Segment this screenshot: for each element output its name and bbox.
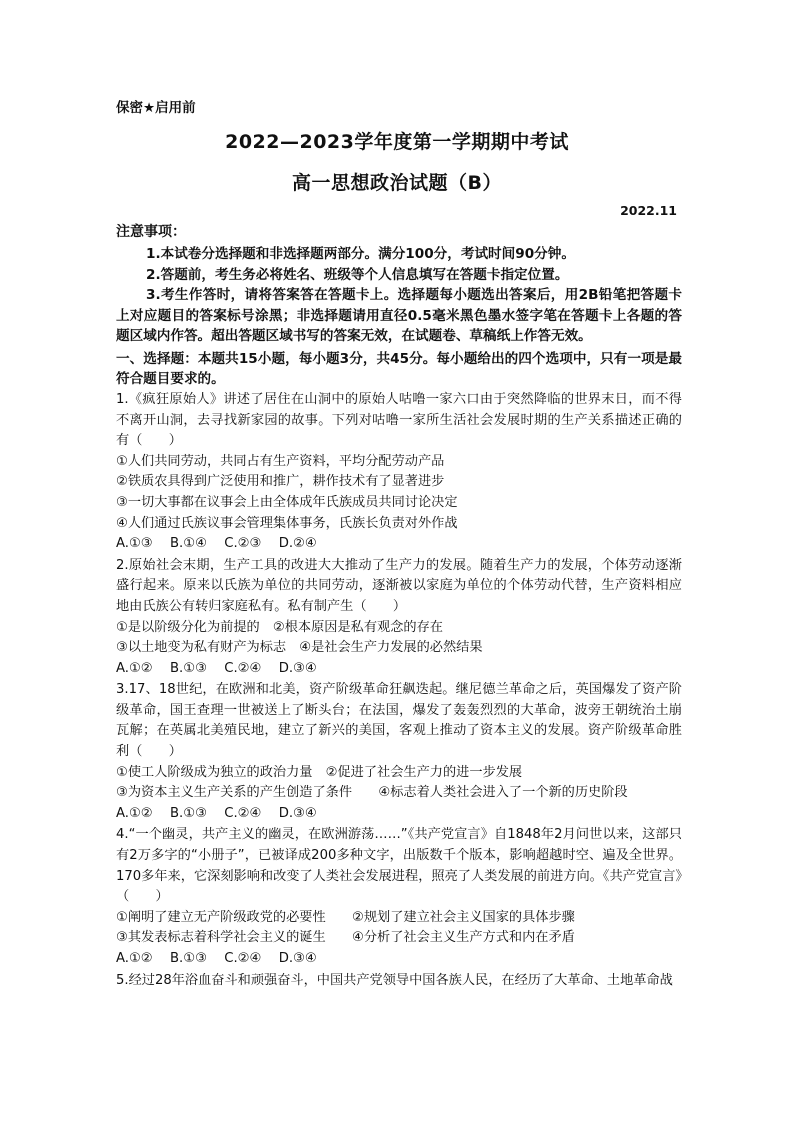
notice-title: 注意事项： <box>116 224 186 240</box>
question-option: ③一切大事都在议事会上由全体成年氏族成员共同讨论决定 <box>116 494 458 510</box>
question-option: ③以土地变为私有财产为标志 ④是社会生产力发展的必然结果 <box>116 640 483 656</box>
answer-choices: A.①② B.①③ C.②④ D.③④ <box>116 805 317 821</box>
notice-item: 1.本试卷分选择题和非选择题两部分。满分100分，考试时间90分钟。 <box>146 246 575 262</box>
question-1 <box>116 390 682 555</box>
answer-choices: A.①② B.①③ C.②④ D.③④ <box>116 951 317 966</box>
question-option: ③为资本主义生产关系的产生创造了条件 ④标志着人类社会进入了一个新的历史阶段 <box>116 785 628 801</box>
question-option: ②铁质农具得到广泛使用和推广，耕作技术有了显著进步 <box>116 474 445 490</box>
exam-title: 2022—2023学年度第一学期期中考试 <box>225 131 569 153</box>
question-5 <box>116 971 682 992</box>
question-4 <box>116 825 682 969</box>
confidential-label: 保密★启用前 <box>116 100 196 116</box>
question-3 <box>116 680 682 824</box>
question-stem: 5.经过28年浴血奋斗和顽强奋斗，中国共产党领导中国各族人民，在经历了大革命、土地革命战 <box>116 972 673 988</box>
question-2 <box>116 556 682 680</box>
question-option: ③其发表标志着科学社会主义的诞生 ④分析了社会主义生产方式和内在矛盾 <box>116 930 575 946</box>
exam-content <box>116 220 682 991</box>
section-heading: 一、选择题：本题共15小题，每小题3分，共45分。每小题给出的四个选项中，只有一项是最符合题目要求的。 <box>116 350 682 387</box>
answer-choices: A.①③ B.①④ C.②③ D.②④ <box>116 536 317 552</box>
question-option: ①是以阶级分化为前提的 ②根本原因是私有观念的存在 <box>116 619 443 635</box>
question-option: ①人们共同劳动，共同占有生产资料，平均分配劳动产品 <box>116 453 445 469</box>
question-option: ①使工人阶级成为独立的政治力量 ②促进了社会生产力的进一步发展 <box>116 764 523 780</box>
notice-item: 2.答题前，考生务必将姓名、班级等个人信息填写在答题卡指定位置。 <box>146 266 569 283</box>
question-stem: 3.17、18世纪，在欧洲和北美，资产阶级革命狂飙迭起。继尼德兰革命之后，英国爆发了资产阶级革命，国王查理一世被送上了断头台；在法国，爆发了轰轰烈烈的大革命，波旁王朝统治土崩瓦解；在英属北美殖民地，建立了新兴的美国，客观上推动了资本主义的发展。资产阶级革命胜利（ ） <box>116 682 682 760</box>
question-option: ④人们通过氏族议事会管理集体事务，氏族长负责对外作战 <box>116 515 458 531</box>
question-option: ①阐明了建立无产阶级政党的必要性 ②规划了建立社会主义国家的具体步骤 <box>116 909 575 925</box>
question-stem: 1.《疯狂原始人》讲述了居住在山洞中的原始人咕噜一家六口由于突然降临的世界末日，而不得不离开山洞，去寻找新家园的故事。下列对咕噜一家所生活社会发展时期的生产关系描述正确的有（ ） <box>116 391 682 449</box>
answer-choices: A.①② B.①③ C.②④ D.③④ <box>116 660 317 676</box>
question-stem: 4.“一个幽灵，共产主义的幽灵，在欧洲游荡……”《共产党宣言》自1848年2月问世以来，这部只有2万多字的“小册子”，已被译成200多种文字，出版数千个版本，影响超越时空、遍及全世界。170多年来，它深刻影响和改变了人类社会发展进程，照亮了人类发展的前进方向。《共产党宣言》（ ） <box>116 827 682 905</box>
exam-date: 2022.11 <box>620 203 677 218</box>
notice-item: 3.考生作答时，请将答案答在答题卡上。选择题每小题选出答案后，用2B铅笔把答题卡上对应题目的答案标号涂黑；非选择题请用直径0.5毫米黑色墨水签字笔在答题卡上各题的答题区域内作答。超出答题区域书写的答案无效，在试题卷、草稿纸上作答无效。 <box>116 287 682 345</box>
exam-subtitle: 高一思想政治试题（B） <box>292 172 502 194</box>
question-stem: 2.原始社会末期，生产工具的改进大大推动了生产力的发展。随着生产力的发展，个体劳动逐渐盛行起来。原来以氏族为单位的共同劳动，逐渐被以家庭为单位的个体劳动代替，生产资料相应地由氏族公有转归家庭私有。私有制产生（ ） <box>116 557 682 614</box>
